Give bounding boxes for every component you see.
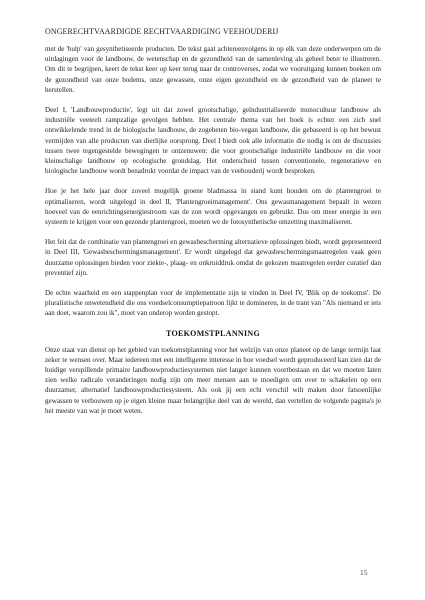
running-header: ONGERECHTVAARDIGDE RECHTVAARDIGING VEEHOUDERIJ	[45, 27, 279, 36]
body-paragraph-3: Hoe je het hele jaar door zoveel mogelijk groene bladmassa in stand kunt houden om de plantengroei te optimaliseren, wordt uitgelegd in deel II, 'Plantengroeimanagement'. Ons gewasmanagement bepaalt in wezen hoeveel van de eenrichtingsenergiestroom van de zon wordt opgevangen en gebruikt. Dus om meer energie in een systeem te krijgen voor een gezonde plantengroei, moeten we de fotosynthetische omzetting maximaliseren.	[45, 187, 381, 227]
body-paragraph-1: met de 'hulp' van gesynthetiseerde producten. De tekst gaat achtereenvolgens in op elk van deze onderwerpen om de uitdagingen voor de landbouw, de wetenschap en de gezondheid van de samenleving als geheel beter te illustreren. Om dit te begrijpen, keert de tekst keer op keer terug naar de controverses, zodat we vooruitgang kunnen boeken om de gezondheid van onze bodems, onze gewassen, onze eigen gezondheid en de gezondheid van de planeet te herstellen.	[45, 45, 381, 94]
page-body	[45, 44, 381, 426]
body-paragraph-5: De echte waarheid en een stappenplan voor de implementatie zijn te vinden in Deel IV, 'Blik op de toekomst'. De pluralistische onwetendheid die ons voedselconsumptiepatroon lijkt te domineren, in de trant van "Als niemand er iets aan doet, waarom zou ik", moet van onderop worden gestopt.	[45, 289, 381, 318]
section-heading: TOEKOMSTPLANNING	[166, 328, 260, 338]
body-paragraph-4: Het feit dat de combinatie van plantengroei en gewasbescherming alternatieve oplossingen biedt, wordt gepresenteerd in Deel III, 'Gewasbeschermingsmanagement'. Er wordt uitgelegd dat gewasbeschermingsmaatregelen vaak geen duurzame oplossingen bieden voor ziekte-, plaag- en onkruiddruk omdat de gekozen maatregelen eerder curatief dan preventief zijn.	[45, 238, 381, 277]
section-paragraph: Onze staat van dienst op het gebied van toekomstplanning voor het welzijn van onze planeet op de lange termijn laat zeker te wensen over. Maar iedereen met een intelligente interesse in hoe voedsel wordt geproduceerd kan zien dat de huidige verspillende primaire landbouwproductiesystemen niet langer kunnen voortbestaan en dat we moeten laten zien welke radicale veranderingen nodig zijn om meer mensen aan te moedigen om over te schakelen op een duurzamer, alternatief landbouwproductiesysteem. Als ook jij een echt verschil wilt maken door fatsoenlijke gewassen te verbouwen op je eigen kleine maar belangrijke deel van de wereld, dan vertellen de volgende pagina's je het meeste van wat je moet weten.	[45, 345, 381, 415]
body-paragraph-2: Deel I, 'Landbouwproductie', legt uit dat zowel grootschalige, geïndustrialiseerde monocultuur landbouw als industriële veeteelt rampzalige gevolgen hebben. Het centrale thema van het boek is echter een zich snel ontwikkelende trend in de biologische landbouw, de zogeheten bio-vegan landbouw, die gebaseerd is op het bewust vermijden van alle producten van dierlijke oorsprong. Deel I biedt ook alle informatie die nodig is om de discussies tussen twee tegengestelde bewegingen te ontzenuwen: die voor grootschalige industriële landbouw en die voor kleinschalige landbouw op ecologische grondslag. Het onderscheid tussen conventionele, regeneratieve en biologische landbouw wordt benadrukt voordat de impact van de veehouderij wordt besproken.	[45, 106, 381, 176]
page-number: 15	[360, 568, 368, 577]
